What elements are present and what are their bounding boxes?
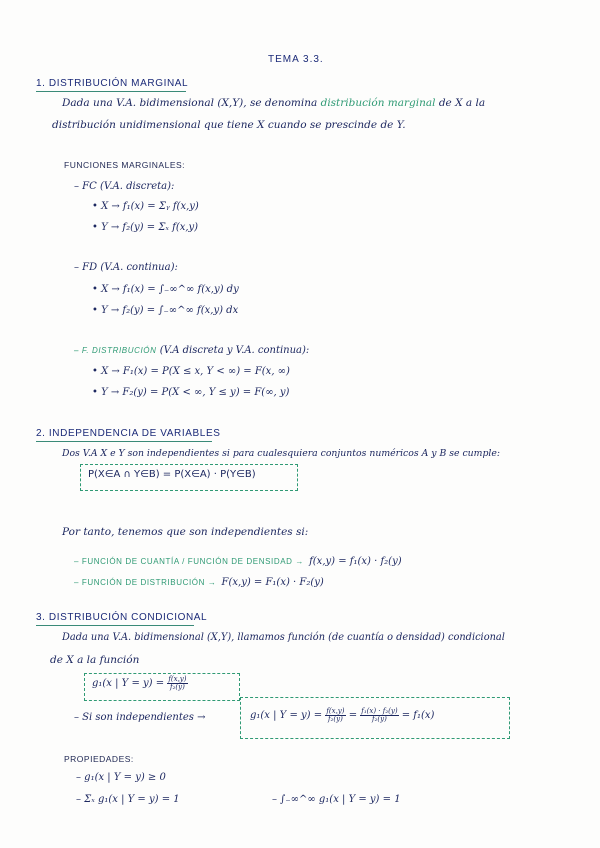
section-2-heading: 2. INDEPENDENCIA DE VARIABLES [36, 428, 221, 439]
fc-formula-y: • Y → f₂(y) = Σₓ f(x,y) [92, 222, 199, 233]
criterion-density: – FUNCIÓN DE CUANTÍA / FUNCIÓN DE DENSIDAD → f(x,y) = f₁(x) · f₂(y) [74, 556, 402, 567]
property-2: – Σₓ g₁(x | Y = y) = 1 [76, 794, 180, 805]
marginal-functions-label: FUNCIONES MARGINALES: [64, 160, 186, 170]
fd-formula-y: • Y → f₂(y) = ∫₋∞^∞ f(x,y) dx [92, 305, 239, 316]
s3-line-1: Dada una V.A. bidimensional (X,Y), llamamos función (de cuantía o densidad) condicional [62, 632, 505, 643]
section-1-underline [36, 91, 186, 92]
independence-formula: P(X∈A ∩ Y∈B) = P(X∈A) · P(Y∈B) [88, 469, 256, 480]
criterion-distribution: – FUNCIÓN DE DISTRIBUCIÓN → F(x,y) = F₁(x) · F₂(y) [74, 577, 324, 588]
property-1: – g₁(x | Y = y) ≥ 0 [76, 772, 166, 783]
section-3-heading: 3. DISTRIBUCIÓN CONDICIONAL [36, 612, 208, 623]
properties-label: PROPIEDADES: [64, 754, 134, 764]
section-2-underline [36, 441, 212, 442]
s3-line-2: de X a la función [50, 654, 140, 666]
independent-formula: g₁(x | Y = y) = $\frac{f(x,y)}{\text{f₂(y)}}$ = $\frac{\text{f₁(x) · f₂(y)}}{\text{f₂(y)}}$ = f₁(x) [250, 707, 435, 723]
fdist-label: – F. DISTRIBUCIÓN (V.A discreta y V.A. continua): [74, 345, 310, 356]
s1-line-2: distribución unidimensional que tiene X cuando se prescinde de Y. [52, 119, 406, 131]
s2-line-2: Por tanto, tenemos que son independientes si: [62, 526, 309, 538]
fdist-formula-x: • X → F₁(x) = P(X ≤ x, Y < ∞) = F(x, ∞) [92, 366, 290, 377]
section-3-underline [36, 625, 194, 626]
conditional-formula: g₁(x | Y = y) = $\frac{f(x,y)}{\text{f₂(y)}}$ [92, 675, 187, 691]
fdist-formula-y: • Y → F₂(y) = P(X < ∞, Y ≤ y) = F(∞, y) [92, 387, 290, 398]
section-1-heading: 1. DISTRIBUCIÓN MARGINAL [36, 78, 189, 89]
fc-formula-x: • X → f₁(x) = Σᵧ f(x,y) [92, 201, 199, 212]
fd-formula-x: • X → f₁(x) = ∫₋∞^∞ f(x,y) dy [92, 284, 239, 295]
s1-highlight: distribución marginal [320, 97, 436, 109]
fc-label: – FC (V.A. discreta): [74, 181, 175, 192]
independent-label: – Si son independientes → [74, 712, 206, 723]
s2-line-1: Dos V.A X e Y son independientes si para cualesquiera conjuntos numéricos A y B se cumple: [62, 448, 501, 459]
property-3: – ∫₋∞^∞ g₁(x | Y = y) = 1 [272, 794, 401, 805]
s1-line-1: Dada una V.A. bidimensional (X,Y), se denomina distribución marginal de X a la [62, 97, 486, 109]
page-title: TEMA 3.3. [268, 54, 324, 65]
fd-label: – FD (V.A. continua): [74, 262, 178, 273]
